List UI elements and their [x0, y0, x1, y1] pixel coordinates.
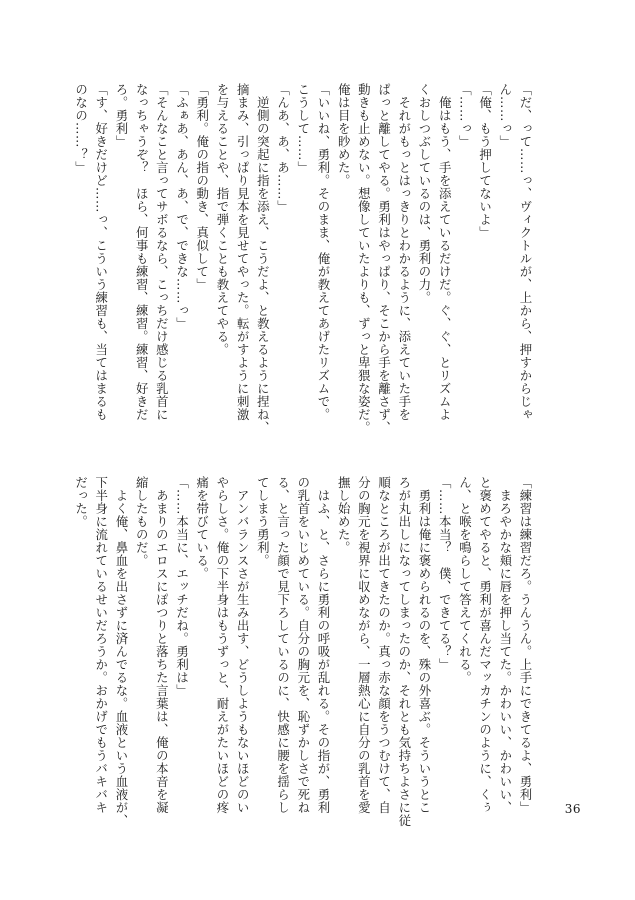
text-line: 「す、好きだけど……っ、こういう練習も、当てはまるも	[93, 83, 109, 421]
text-line: 「ふぁあ、あん、あ、で、できな……っ」	[174, 83, 190, 330]
text-line: 順なところが出てきたのか。真っ赤な顔をうつむけて、自	[376, 476, 392, 814]
page-number: 36	[564, 802, 581, 816]
text-line: 「練習は練習だろ。うんうん。上手にできてるよ、勇利」	[518, 476, 533, 814]
text-line: ろ。勇利」	[113, 83, 129, 148]
text-line: ん、と喉を鳴らして答えてくれる。	[457, 476, 473, 684]
text-line: 動きも止めない。想像していたよりも、ずっと卑猥な姿だ。	[356, 83, 372, 434]
text-line: くおしつぶしているのは、勇利の力。	[416, 83, 432, 304]
text-line: 「だ、って……っ、ヴィクトルが、上から、押すからじゃ	[518, 83, 533, 421]
text-line: を与えることや、指で弾くことも教えてやる。	[214, 83, 230, 356]
text-line: ん……っ」	[497, 83, 513, 148]
text-line: 「俺、もう押してないよ」	[477, 83, 493, 239]
text-line: 痛を帯びている。	[194, 476, 210, 580]
text-line: あまりのエロスにぽつりと落ちた言葉は、俺の本音を凝	[154, 476, 170, 814]
text-line: 「そんなこと言ってサボるなら、こっちだけ感じる乳首に	[154, 83, 170, 421]
text-line: 「勇利。俺の指の動き、真似して」	[194, 83, 210, 291]
text-line: 「んあ、あ、あ……」	[275, 83, 291, 213]
text-line: 撫し始めた。	[336, 476, 352, 554]
text-line: 下半身に流れているせいだろうか。おかげでもうバキバキ	[93, 476, 109, 814]
text-line: 縮したものだ。	[134, 476, 150, 567]
text-line: 俺はもう、手を添えているだけだ。ぐ、ぐ、とリズムよ	[437, 83, 453, 421]
text-line: アンバランスさが生み出す、どうしようもないほどのい	[235, 476, 251, 814]
text-line: はふ、と、さらに勇利の呼吸が乱れる。その指が、勇利	[315, 476, 331, 814]
text-line: ぱっと離してやる。勇利はやっぱり、そこから手を離さず、	[376, 83, 392, 434]
text-line: のなの……？」	[73, 83, 89, 174]
text-line: 勇利は俺に褒められるのを、殊の外喜ぶ。そういうとこ	[416, 476, 432, 814]
text-line: 「……本当に、エッチだね。勇利は」	[174, 476, 190, 697]
text-line: 「いいね、勇利。そのまま、俺が教えてあげたリズムで。	[315, 83, 331, 421]
text-line: よく俺、鼻血を出さずに済んでるな。血液という血液が、	[113, 476, 129, 827]
text-column-top	[73, 83, 535, 438]
text-line: だった。	[73, 476, 89, 528]
text-line: 「……本当？ 僕、できてる？」	[437, 476, 453, 671]
text-line: 俺は目を眇めた。	[336, 83, 352, 187]
text-line: の乳首をいじめている。自分の胸元を、恥ずかしさで死ね	[295, 476, 311, 814]
text-column-bottom	[73, 476, 535, 836]
text-line: なっちゃうぞ？ ほら、何事も練習、練習。練習、好きだ	[134, 83, 150, 421]
text-line: まろやかな頬に唇を押し当てた。かわいい、かわいい、	[497, 476, 513, 814]
text-line: 逆側の突起に指を添え、こうだよ、と教えるように捏ね、	[255, 83, 271, 434]
text-line: それがもっとはっきりとわかるように、添えていた手を	[396, 83, 412, 421]
text-line: やらしさ。俺の下半身はもうずっと、耐えがたいほどの疼	[214, 476, 230, 814]
text-line: ろが丸出しになってしまったのか、それとも気持ちよさに従	[396, 476, 412, 827]
text-line: る、と言った顔で見下ろしているのに、快感に腰を揺らし	[275, 476, 291, 814]
text-line: 「……っ」	[457, 83, 473, 148]
text-line: と褒めてやると、勇利が喜んだマッカチンのように、くぅ	[477, 476, 493, 814]
text-line: てしまう勇利。	[255, 476, 271, 567]
text-line: 分の胸元を視界に収めながら、一層熱心に自分の乳首を愛	[356, 476, 372, 814]
text-line: 摘まみ、引っぱり見本を見せてやった。転がすように刺激	[235, 83, 251, 421]
text-line: こうして……」	[295, 83, 311, 174]
